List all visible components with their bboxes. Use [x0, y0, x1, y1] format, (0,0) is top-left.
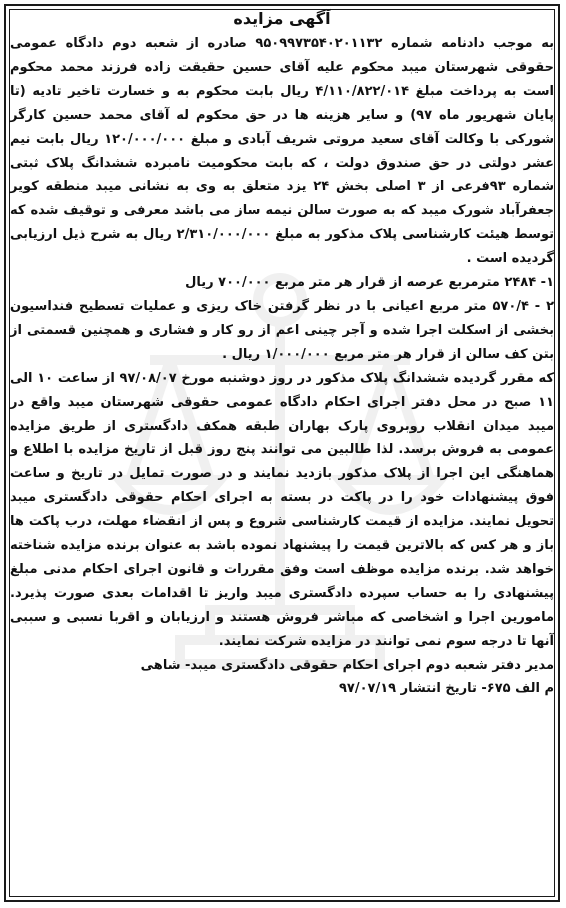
- notice-title: آگهی مزایده: [233, 9, 331, 28]
- notice-item-building: ۲ - ۵۷۰/۴ متر مربع اعیانی با در نظر گرفتن خاک ریزی و عملیات تسطیح فنداسیون بخشی از اسکلت اجرا شده و آجر چینی اعم از رو کار و فشاری و همچنین قسمتی از بتن کف سالن از قرار هر متر مربع ۱/۰۰۰/۰۰۰ ریال .: [10, 298, 554, 362]
- notice-reference: م الف ۶۷۵- تاریخ انتشار ۹۷/۰۷/۱۹: [338, 681, 554, 697]
- notice-item-land: ۱- ۲۴۸۴ مترمربع عرصه از قرار هر متر مربع ۷۰۰/۰۰۰ ریال: [185, 275, 554, 291]
- notice-content: [10, 8, 554, 701]
- notice-paragraph-intro: به موجب دادنامه شماره ۹۵۰۹۹۷۳۵۴۰۲۰۱۱۳۲ صادره از شعبه دوم دادگاه عمومی حقوقی شهرستان میبد محکوم علیه آقای حسین حقیقت زاده فرزند محمد محکوم است به پرداخت مبلغ ۴/۱۱۰/۸۲۲/۰۱۴ ریال بابت محکوم به و خسارت تاخیر تادیه (تا پایان شهریور ماه ۹۷) و سایر هزینه ها در حق محکوم له آقای محمد حسین کارگر شورکی با وکالت آقای سعید مروتی شریف آبادی و مبلغ ۱۲۰/۰۰۰/۰۰۰ ریال بابت نیم عشر دولتی در حق صندوق دولت ، که بابت محکومیت نامبرده ششدانگ پلاک ثبتی شماره ۹۳فرعی از ۳ اصلی بخش ۲۴ یزد متعلق به وی به نشانی میبد منطقه کویر جعفرآباد شورک میبد که به صورت سالن نیمه ساز می باشد معرفی و توقیف شده که توسط هیئت کارشناسی پلاک مذکور به مبلغ ۲/۳۱۰/۰۰۰/۰۰۰ ریال به شرح ذیل ارزیابی گردیده است .: [10, 36, 555, 267]
- notice-paragraph-auction-terms: که مقرر گردیده ششدانگ پلاک مذکور در روز دوشنبه مورخ ۹۷/۰۸/۰۷ از ساعت ۱۰ الی ۱۱ صبح در محل دفتر اجرای احکام دادگاه عمومی حقوقی شهرستان میبد واقع در میبد میدان انقلاب روبروی پارک بهاران طبقه همکف دادگستری از طریق مزایده عمومی به فروش برسد. لذا طالبین می توانند پنج روز قبل از تاریخ مزایده با اطلاع و هماهنگی این اجرا از پلاک مذکور بازدید نمایند و در صورت تمایل در تاریخ و ساعت فوق پیشنهادات خود را در پاکت در بسته به اجرای احکام حقوقی دادگستری میبد تحویل نمایند. مزایده از قیمت کارشناسی شروع و پس از انقضاء مهلت، درب پاکت ها باز و هر کس که بالاترین قیمت را پیشنهاد نموده باشد به عنوان برنده مزایده شناخته خواهد شد. برنده مزایده موظف است وفق مقررات و قانون اجرای احکام مدنی مبلغ پیشنهادی را به حساب سپرده دادگستری میبد واریز تا اقدامات بعدی صورت پذیرد. مامورین اجرا و اشخاصی که مباشر فروش هستند و ارزیابان و اقربا نسبی و سببی آنها تا درجه سوم نمی توانند در مزایده شرکت نمایند.: [10, 370, 554, 649]
- notice-signature: مدیر دفتر شعبه دوم اجرای احکام حقوقی دادگستری میبد- شاهی: [140, 657, 554, 673]
